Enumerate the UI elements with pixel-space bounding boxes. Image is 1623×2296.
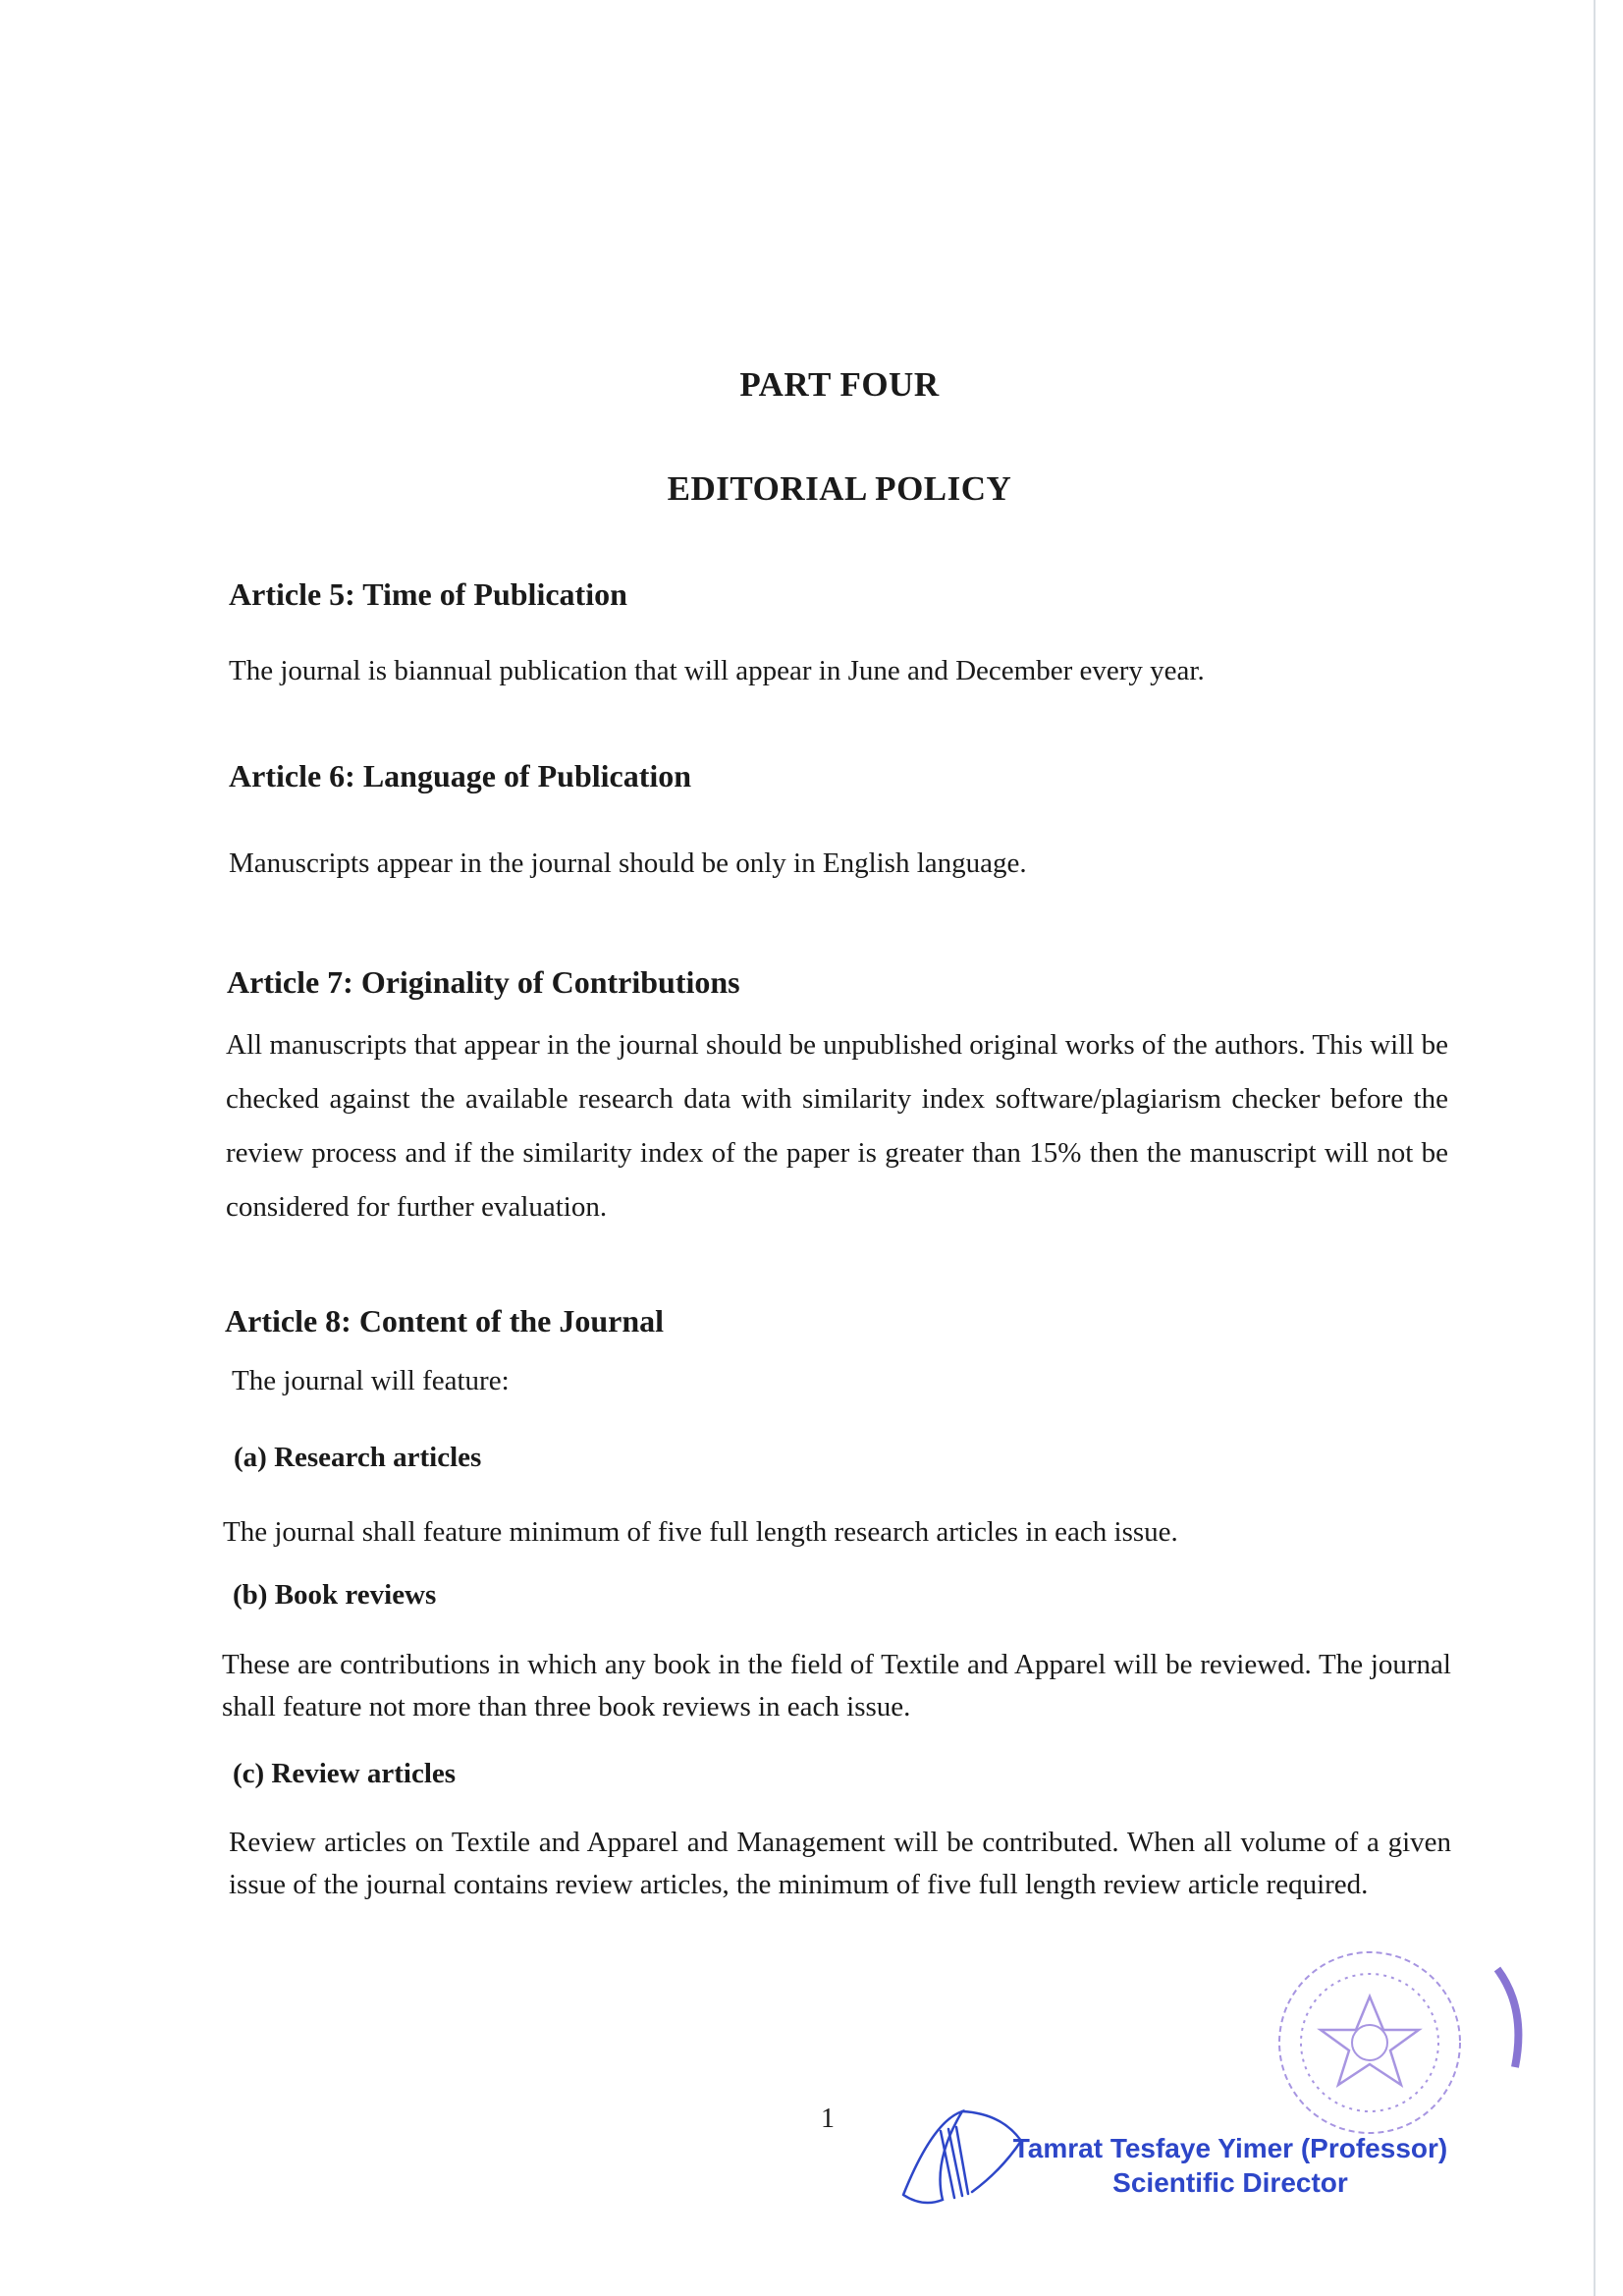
review-articles-body: Review articles on Textile and Apparel and Management will be contributed. When all volume of a given issue of the journal contains review articles, the minimum of five full length review article required.	[229, 1827, 1451, 1900]
article-6-heading: Article 6: Language of Publication	[229, 758, 692, 793]
article-8-heading: Article 8: Content of the Journal	[225, 1303, 665, 1339]
article-8-intro: The journal will feature:	[232, 1365, 510, 1396]
part-title: PART FOUR	[739, 365, 940, 404]
review-articles-label: (c) Review articles	[233, 1758, 457, 1789]
policy-title: EDITORIAL POLICY	[667, 469, 1012, 508]
page-number: 1	[821, 2104, 835, 2134]
article-5-heading: Article 5: Time of Publication	[229, 576, 627, 612]
signatory-block	[995, 2131, 1466, 2200]
signatory-name: Tamrat Tesfaye Yimer (Professor)	[1012, 2133, 1448, 2163]
article-7-body: All manuscripts that appear in the journal should be unpublished original works of the authors. This will be checked against the available research data with similarity index software/plagiarism checker before the review process and if the similarity index of the paper is greater than 15% then the manuscript will not be considered for further evaluation.	[226, 1029, 1448, 1223]
article-5-body: The journal is biannual publication that will appear in June and December every year.	[229, 655, 1205, 686]
research-articles-body: The journal shall feature minimum of five full length research articles in each issue.	[223, 1516, 1178, 1548]
book-reviews-label: (b) Book reviews	[233, 1579, 437, 1611]
official-seal-stamp	[1203, 1949, 1542, 2136]
signatory-role: Scientific Director	[1112, 2167, 1348, 2198]
article-7-heading: Article 7: Originality of Contributions	[227, 964, 740, 1000]
book-reviews-body: These are contributions in which any book in the field of Textile and Apparel will be reviewed. The journal shall feature not more than three book reviews in each issue.	[222, 1649, 1451, 1722]
research-articles-label: (a) Research articles	[234, 1442, 482, 1473]
article-6-body: Manuscripts appear in the journal should be only in English language.	[229, 847, 1027, 879]
